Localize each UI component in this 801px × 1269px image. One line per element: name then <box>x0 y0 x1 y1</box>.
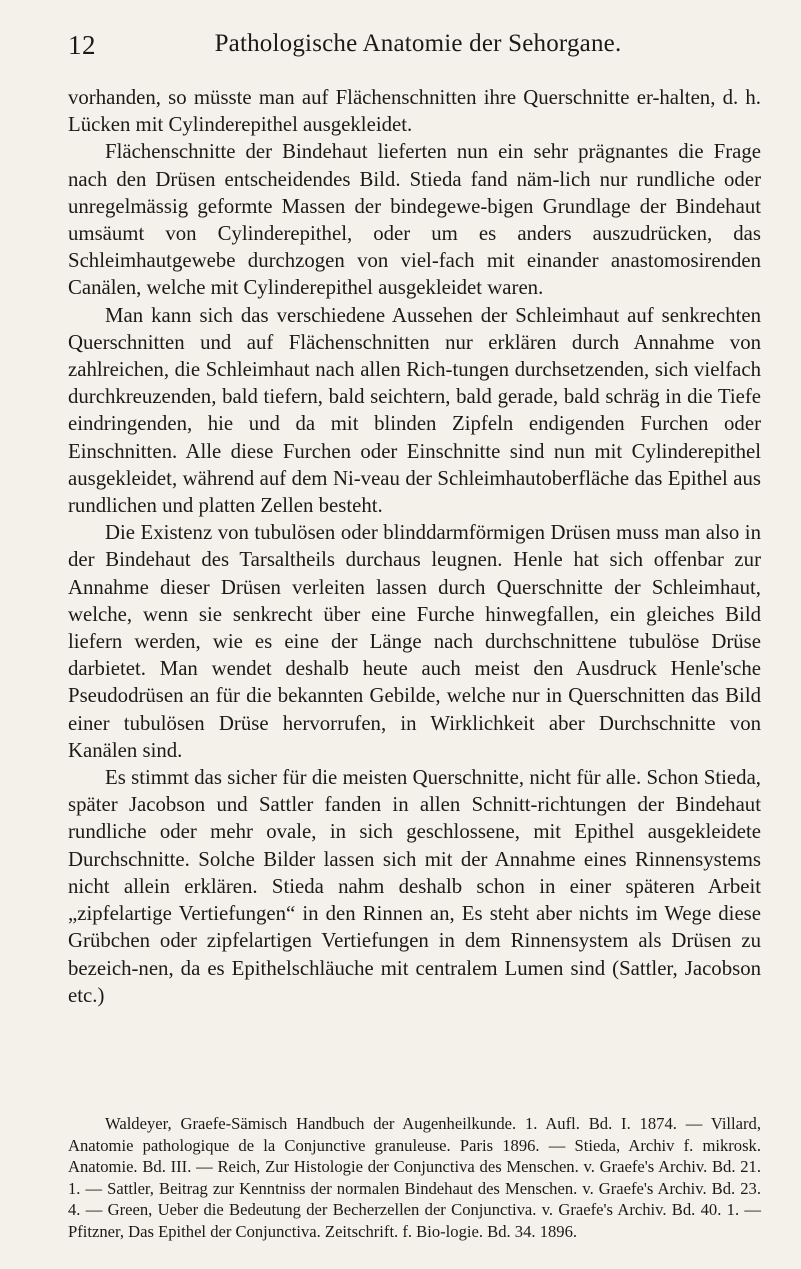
paragraph: Es stimmt das sicher für die meisten Querschnitte, nicht für alle. Schon Stieda, später Jacobson und Sattler fanden in allen Schnitt-richtungen der Bindehaut rundliche oder mehr ovale, in sich geschlossene, mit Epithel ausgekleidete Durchschnitte. Solche Bilder lassen sich mit der Annahme eines Rinnensystems nicht allein erklären. Stieda nahm deshalb schon in einer späteren Arbeit „zipfelartige Vertiefungen“ in den Rinnen an, Es steht aber nichts im Wege diese Grübchen oder zipfelartigen Vertiefungen in dem Rinnensystem als Drüsen zu bezeich-nen, da es Epithelschläuche mit centralem Lumen sind (Sattler, Jacobson etc.) <box>68 766 761 1007</box>
page-header <box>68 30 768 70</box>
page-number: 12 <box>68 30 96 60</box>
paragraph: Man kann sich das verschiedene Aussehen der Schleimhaut auf senkrechten Querschnitten und auf Flächenschnitten nur erklären durch Annahme von zahlreichen, die Schleimhaut nach allen Rich-tungen durchsetzenden, sich vielfach durchkreuzenden, bald tiefern, bald seichtern, bald gerade, bald schräg in die Tiefe eindringenden, hie und da mit blinden Zipfeln endigenden Furchen oder Einschnitten. Alle diese Furchen oder Einschnitte sind nun mit Cylinderepithel ausgekleidet, während auf dem Ni-veau der Schleimhautoberfläche das Epithel aus rundlichen und platten Zellen besteht. <box>68 303 761 518</box>
paragraph: Die Existenz von tubulösen oder blinddarmförmigen Drüsen muss man also in der Bindehaut des Tarsaltheils durchaus leugnen. Henle hat sich offenbar zur Annahme dieser Drüsen verleiten lassen durch Querschnitte der Schleimhaut, welche, wenn sie senkrecht über eine Furche hinwegfallen, ein gleiches Bild liefern werden, wie es eine der Länge nach durchschnittene tubulöse Drüse darbietet. Man wendet deshalb heute auch meist den Ausdruck Henle'sche Pseudodrüsen an für die bekannten Gebilde, welche nur in Querschnitten das Bild einer tubulösen Drüse hervorrufen, in Wirklichkeit aber Durchschnitte von Kanälen sind. <box>68 521 761 762</box>
footnote-text: Waldeyer, Graefe-Sämisch Handbuch der Augenheilkunde. 1. Aufl. Bd. I. 1874. — Villard, Anatomie pathologique de la Conjunctive granuleuse. Paris 1896. — Stieda, Archiv f. mikrosk. Anatomie. Bd. III. — Reich, Zur Histologie der Conjunctiva des Menschen. v. Graefe's Archiv. Bd. 21. 1. — Sattler, Beitrag zur Kenntniss der normalen Bindehaut des Menschen. v. Graefe's Archiv. Bd. 23. 4. — Green, Ueber die Bedeutung der Becherzellen der Conjunctiva. v. Graefe's Archiv. Bd. 40. 1. — Pfitzner, Das Epithel der Conjunctiva. Zeitschrift. f. Bio-logie. Bd. 34. 1896. <box>68 1114 761 1241</box>
running-title: Pathologische Anatomie der Sehorgane. <box>214 30 622 57</box>
paragraph: Flächenschnitte der Bindehaut lieferten nun ein sehr prägnantes die Frage nach den Drüsen entscheidendes Bild. Stieda fand näm-lich nur rundliche oder unregelmässig geformte Massen der bindegewe-bigen Grundlage der Bindehaut umsäumt von Cylinderepithel, oder um es anders auszudrücken, das Schleimhautgewebe durchzogen von viel-fach mit einander anastomosirenden Canälen, welche mit Cylinderepithel ausgekleidet waren. <box>68 140 761 300</box>
bibliography-footnote <box>68 1113 761 1243</box>
paragraph-continuation: vorhanden, so müsste man auf Flächenschnitten ihre Querschnitte er-halten, d. h. Lücken mit Cylinderepithel ausgekleidet. <box>68 86 761 137</box>
body-text <box>68 84 761 1009</box>
